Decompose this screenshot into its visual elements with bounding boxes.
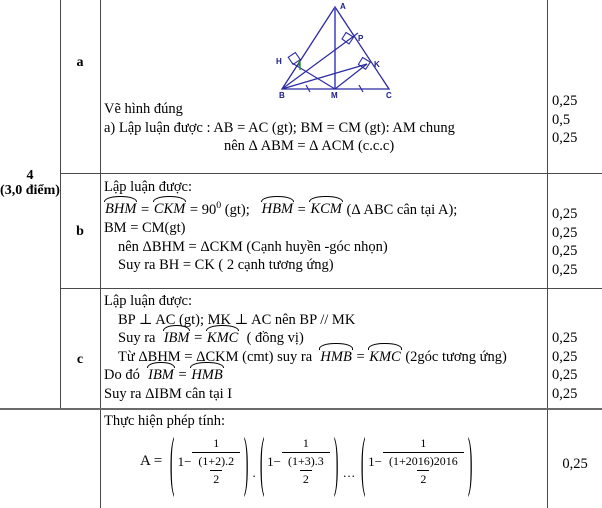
- angle-IBM-2: IBM: [148, 367, 174, 384]
- equals-3: =: [297, 201, 306, 218]
- equals-c3: =: [178, 367, 187, 384]
- inner-3-num: (1+2016)2016: [389, 454, 458, 468]
- score-c-3: 0,25: [552, 367, 578, 384]
- proof-b-line-angles: [104, 197, 457, 219]
- formula-lhs: A =: [140, 453, 163, 469]
- score-c-4: 0,25: [552, 385, 578, 402]
- diagram-label-I: I: [298, 59, 301, 68]
- open-paren-3: (: [360, 421, 366, 498]
- inner-fraction-2: [285, 454, 327, 487]
- proof-b-line-bm: BM = CM(gt): [104, 220, 186, 237]
- score-a-3: 0,25: [552, 130, 578, 147]
- multiply-dot: .: [252, 465, 256, 480]
- inner-2-num: (1+3).3: [287, 454, 324, 468]
- angle-HBM: HBM: [261, 201, 294, 218]
- score-a-2: 0,5: [552, 111, 571, 128]
- dodo-label: Do đó: [104, 367, 140, 384]
- suyra-label-1: Suy ra: [118, 330, 156, 347]
- proof-c-line2: [104, 329, 507, 348]
- score-c-1: 0,25: [552, 330, 578, 346]
- dongvi-note: ( đồng vị): [246, 330, 304, 347]
- inner-fraction-3: [386, 454, 461, 487]
- question-number-cell: [0, 168, 60, 198]
- fraction-2: [282, 436, 330, 487]
- isosceles-note: (Δ ABC cân tại A);: [346, 201, 458, 218]
- angle-HMB: HMB: [320, 348, 352, 365]
- gt-note-1: (gt);: [224, 201, 250, 218]
- scores-row-c: [552, 329, 602, 403]
- diagram-label-M: M: [331, 91, 338, 100]
- score-b-3: 0,25: [552, 243, 578, 260]
- scores-row-b: [552, 205, 602, 279]
- score-a-1: 0,25: [552, 93, 578, 109]
- table-hline-c-d: [0, 408, 602, 410]
- one-3: 1: [368, 453, 375, 469]
- inner-fraction-1: [195, 454, 237, 487]
- diagram-label-H: H: [276, 57, 282, 66]
- angle-IBM: IBM: [163, 330, 190, 347]
- equals-1: =: [141, 201, 150, 218]
- fraction-1-numerator: 1: [213, 436, 220, 450]
- diagram-label-K: K: [374, 60, 380, 69]
- one-2: 1: [267, 453, 274, 469]
- question-number: 4: [26, 168, 34, 183]
- proof-b-heading: Lập luận được:: [104, 179, 192, 195]
- proof-c-heading: Lập luận được:: [104, 293, 192, 309]
- table-hline-b-c: [60, 288, 602, 289]
- row-d-heading: Thực hiện phép tính:: [104, 413, 226, 429]
- diagram-label-C: C: [386, 91, 392, 100]
- diagram-label-A: A: [340, 2, 346, 11]
- fraction-1: [192, 436, 240, 487]
- fraction-2-denominator: [282, 452, 330, 487]
- tu-clause: Từ ΔBHM = ΔCKM (cmt) suy ra: [118, 348, 313, 365]
- table-hline-a-b: [60, 173, 602, 174]
- one-1: 1: [177, 453, 185, 469]
- question-points: (3,0 điểm): [0, 183, 60, 198]
- inner-2-den: 2: [300, 470, 312, 487]
- row-label-b: b: [76, 224, 84, 239]
- diagram-label-P: P: [358, 34, 364, 43]
- factor-3: [368, 436, 465, 487]
- factor-1: [178, 436, 242, 487]
- inner-3-den: 2: [417, 470, 429, 487]
- inner-1-den: 2: [210, 470, 222, 487]
- score-row-d: 0,25: [562, 456, 588, 472]
- angle-CKM: CKM: [153, 201, 186, 218]
- open-paren-1: (: [170, 421, 175, 498]
- geometry-diagram: [262, 0, 402, 107]
- angle-KCM: KCM: [310, 201, 342, 218]
- proof-b-line-suyra: Suy ra BH = CK ( 2 cạnh tương ứng): [118, 257, 334, 274]
- row-label-c: c: [76, 352, 84, 367]
- close-paren-2: ): [333, 421, 339, 498]
- row-label-a: a: [76, 55, 84, 70]
- score-b-4: 0,25: [552, 261, 578, 278]
- minus-1: −: [184, 453, 192, 469]
- scores-row-a: [552, 92, 602, 148]
- open-paren-2: (: [259, 421, 265, 498]
- proof-a-line2: a) Lập luận được : AB = AC (gt); BM = CM (gt): AM chung: [104, 119, 455, 136]
- inner-1-num: (1+2).2: [198, 454, 235, 468]
- minus-3: −: [374, 453, 382, 469]
- score-b-2: 0,25: [552, 224, 578, 241]
- degree-90: 90: [201, 201, 217, 218]
- proof-b-line-nen: nên ΔBHM = ΔCKM (Cạnh huyền -góc nhọn): [118, 238, 388, 255]
- fraction-3-numerator: 1: [420, 436, 427, 450]
- proof-a-line3: nên Δ ABM = Δ ACM (c.c.c): [224, 138, 395, 155]
- close-paren-1: ): [244, 421, 249, 498]
- goc-tuongung-note: (2góc tương ứng): [405, 348, 507, 365]
- fraction-3: [383, 436, 464, 487]
- formula-expression: [140, 421, 475, 498]
- fraction-3-denominator: [383, 452, 464, 487]
- fraction-1-denominator: [192, 452, 240, 487]
- proof-b-text: [104, 178, 457, 275]
- proof-c-line1: BP ⊥ AC (gt); MK ⊥ AC nên BP // MK: [118, 311, 356, 328]
- factor-2: [267, 436, 331, 487]
- proof-a-text: [104, 100, 455, 156]
- ellipsis: ...: [343, 465, 356, 480]
- angle-KMC-2: KMC: [369, 348, 401, 365]
- diagram-label-B: B: [279, 91, 285, 100]
- table-vline-col2: [100, 0, 101, 508]
- proof-c-line5: Suy ra ΔIBM cân tại I: [104, 385, 233, 402]
- table-vline-col3: [547, 0, 548, 508]
- minus-2: −: [273, 453, 281, 469]
- equals-c1: =: [194, 330, 203, 347]
- score-b-1: 0,25: [552, 206, 578, 222]
- fraction-2-numerator: 1: [302, 436, 309, 450]
- angle-KMC: KMC: [206, 330, 239, 347]
- equals-c2: =: [356, 348, 365, 365]
- degree-symbol: 0: [216, 199, 222, 211]
- close-paren-3: ): [467, 421, 473, 498]
- proof-c-text: [104, 292, 507, 404]
- proof-c-line4: [104, 366, 507, 385]
- score-c-2: 0,25: [552, 348, 578, 365]
- angle-BHM: BHM: [105, 201, 137, 218]
- angle-HMB-2: HMB: [191, 367, 223, 384]
- proof-a-line1: Vẽ hình đúng: [104, 101, 183, 117]
- equals-2: =: [189, 201, 199, 218]
